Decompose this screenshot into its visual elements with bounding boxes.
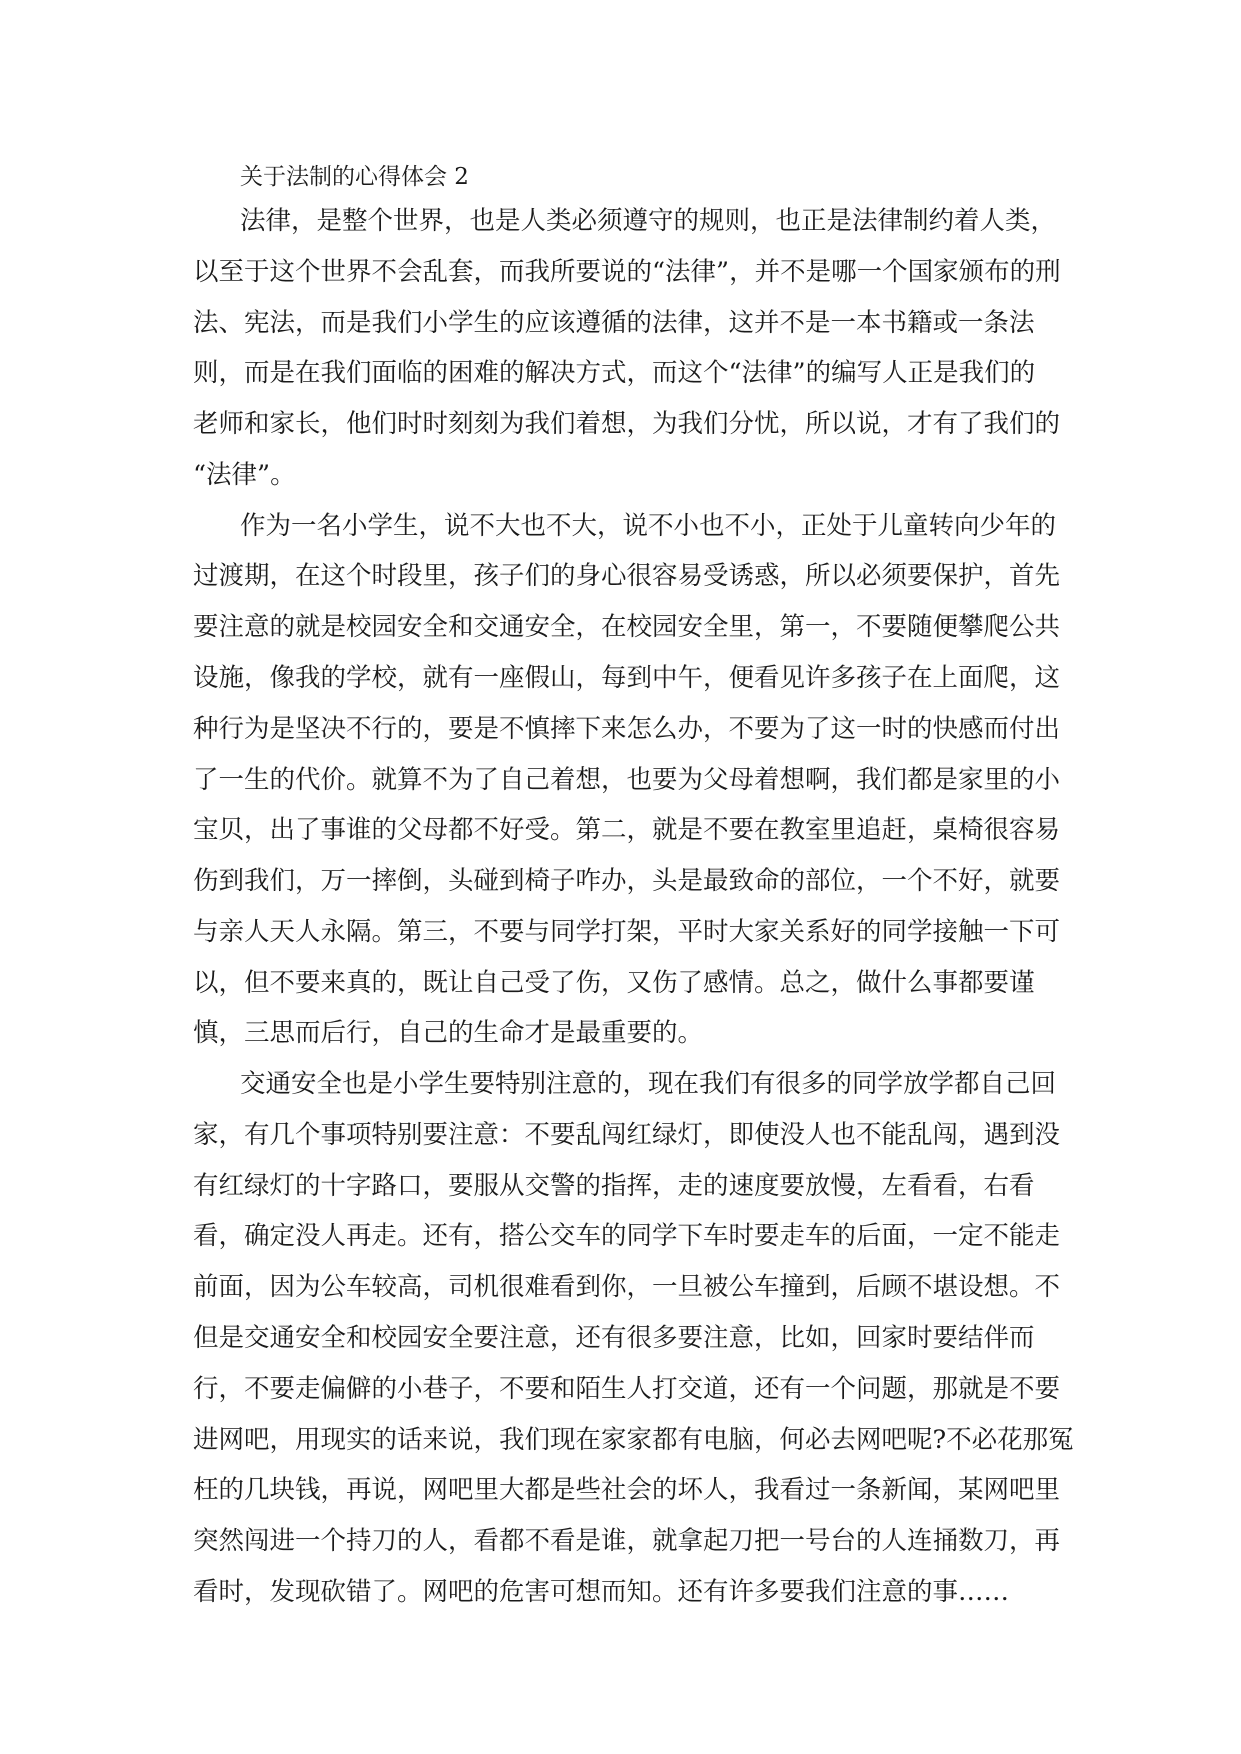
paragraph-line: 了一生的代价。就算不为了自己着想，也要为父母着想啊，我们都是家里的小 xyxy=(193,765,1061,795)
paragraph-line: 突然闯进一个持刀的人，看都不看是谁，就拿起刀把一号台的人连捅数刀，再 xyxy=(193,1526,1061,1556)
paragraph-line: 交通安全也是小学生要特别注意的，现在我们有很多的同学放学都自己回 xyxy=(240,1069,1057,1099)
paragraph-line: 与亲人天人永隔。第三，不要与同学打架，平时大家关系好的同学接触一下可 xyxy=(193,917,1061,947)
paragraph-line: 设施，像我的学校，就有一座假山，每到中午，便看见许多孩子在上面爬，这 xyxy=(193,663,1061,693)
paragraph-line: “法律”。 xyxy=(193,460,296,490)
paragraph-line: 家，有几个事项特别要注意：不要乱闯红绿灯，即使没人也不能乱闯，遇到没 xyxy=(193,1120,1061,1150)
document-title: 关于法制的心得体会 2 xyxy=(240,164,469,190)
paragraph-line: 进网吧，用现实的话来说，我们现在家家都有电脑，何必去网吧呢?不必花那冤 xyxy=(193,1425,1074,1455)
paragraph-line: 老师和家长，他们时时刻刻为我们着想，为我们分忧，所以说，才有了我们的 xyxy=(193,409,1061,439)
paragraph-line: 行，不要走偏僻的小巷子，不要和陌生人打交道，还有一个问题，那就是不要 xyxy=(193,1374,1061,1404)
paragraph-line: 法、宪法，而是我们小学生的应该遵循的法律，这并不是一本书籍或一条法 xyxy=(193,308,1035,338)
paragraph-line: 但是交通安全和校园安全要注意，还有很多要注意，比如，回家时要结伴而 xyxy=(193,1323,1035,1353)
paragraph-line: 作为一名小学生，说不大也不大，说不小也不小，正处于儿童转向少年的 xyxy=(240,511,1057,541)
paragraph-line: 法律，是整个世界，也是人类必须遵守的规则，也正是法律制约着人类， xyxy=(240,206,1057,236)
paragraph-line: 看，确定没人再走。还有，搭公交车的同学下车时要走车的后面，一定不能走 xyxy=(193,1221,1061,1251)
paragraph-line: 要注意的就是校园安全和交通安全，在校园安全里，第一，不要随便攀爬公共 xyxy=(193,612,1061,642)
paragraph-line: 种行为是坚决不行的，要是不慎摔下来怎么办，不要为了这一时的快感而付出 xyxy=(193,714,1061,744)
paragraph-line: 宝贝，出了事谁的父母都不好受。第二，就是不要在教室里追赶，桌椅很容易 xyxy=(193,815,1061,845)
paragraph-line: 有红绿灯的十字路口，要服从交警的指挥，走的速度要放慢，左看看，右看 xyxy=(193,1171,1035,1201)
paragraph-line: 以至于这个世界不会乱套，而我所要说的“法律”，并不是哪一个国家颁布的刑 xyxy=(193,257,1061,287)
paragraph-line: 则，而是在我们面临的困难的解决方式，而这个“法律”的编写人正是我们的 xyxy=(193,358,1036,388)
paragraph-line: 慎，三思而后行，自己的生命才是最重要的。 xyxy=(193,1018,704,1048)
paragraph-line: 看时，发现砍错了。网吧的危害可想而知。还有许多要我们注意的事…… xyxy=(193,1577,1010,1607)
paragraph-line: 伤到我们，万一摔倒，头碰到椅子咋办，头是最致命的部位，一个不好，就要 xyxy=(193,866,1061,896)
paragraph-line: 枉的几块钱，再说，网吧里大都是些社会的坏人，我看过一条新闻，某网吧里 xyxy=(193,1475,1061,1505)
paragraph-line: 前面，因为公车较高，司机很难看到你，一旦被公车撞到，后顾不堪设想。不 xyxy=(193,1272,1061,1302)
paragraph-line: 以，但不要来真的，既让自己受了伤，又伤了感情。总之，做什么事都要谨 xyxy=(193,968,1035,998)
paragraph-line: 过渡期，在这个时段里，孩子们的身心很容易受诱惑，所以必须要保护，首先 xyxy=(193,561,1061,591)
